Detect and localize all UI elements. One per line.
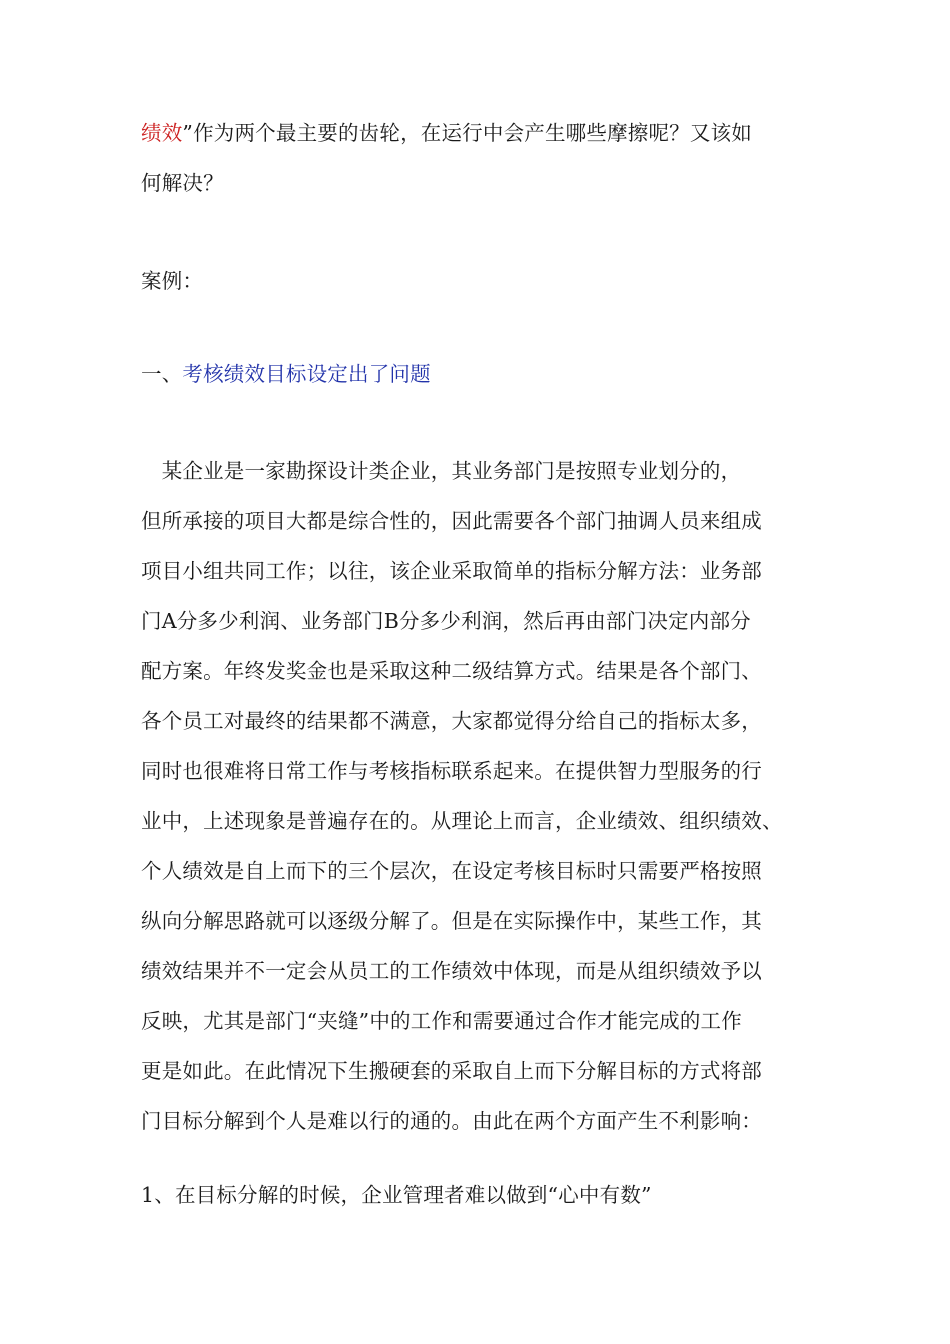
body-line: 同时也很难将日常工作与考核指标联系起来。在提供智力型服务的行 <box>141 759 762 783</box>
intro-line-1 <box>141 118 752 148</box>
body-line: 但所承接的项目大都是综合性的，因此需要各个部门抽调人员来组成 <box>141 509 762 533</box>
highlight-text: 绩效 <box>141 121 183 145</box>
body-line: 项目小组共同工作；以往，该企业采取简单的指标分解方法：业务部 <box>141 559 762 583</box>
section-heading <box>141 359 431 389</box>
body-line: 门A分多少利润、业务部门B分多少利润，然后再由部门决定内部分 <box>141 609 751 633</box>
body-line: 门目标分解到个人是难以行的通的。由此在两个方面产生不利影响： <box>141 1109 762 1133</box>
point-1: 1、在目标分解的时候，企业管理者难以做到“心中有数” <box>141 1183 652 1207</box>
intro-text: ”作为两个最主要的齿轮，在运行中会产生哪些摩擦呢？又该如 <box>182 121 752 145</box>
body-line: 反映，尤其是部门“夹缝”中的工作和需要通过合作才能完成的工作 <box>141 1009 742 1033</box>
section-number: 一、 <box>141 362 183 386</box>
case-label: 案例： <box>141 269 204 293</box>
section-title: 考核绩效目标设定出了问题 <box>182 362 431 386</box>
body-line: 各个员工对最终的结果都不满意，大家都觉得分给自己的指标太多， <box>141 709 762 733</box>
body-line: 个人绩效是自上而下的三个层次，在设定考核目标时只需要严格按照 <box>141 859 762 883</box>
body-line: 绩效结果并不一定会从员工的工作绩效中体现，而是从组织绩效予以 <box>141 959 762 983</box>
body-line: 业中，上述现象是普遍存在的。从理论上而言，企业绩效、组织绩效、 <box>141 809 783 833</box>
intro-line-2: 何解决？ <box>141 171 224 195</box>
body-line: 配方案。年终发奖金也是采取这种二级结算方式。结果是各个部门、 <box>141 659 762 683</box>
body-line: 纵向分解思路就可以逐级分解了。但是在实际操作中，某些工作，其 <box>141 909 762 933</box>
body-line: 某企业是一家勘探设计类企业，其业务部门是按照专业划分的， <box>141 459 742 483</box>
body-line: 更是如此。在此情况下生搬硬套的采取自上而下分解目标的方式将部 <box>141 1059 762 1083</box>
